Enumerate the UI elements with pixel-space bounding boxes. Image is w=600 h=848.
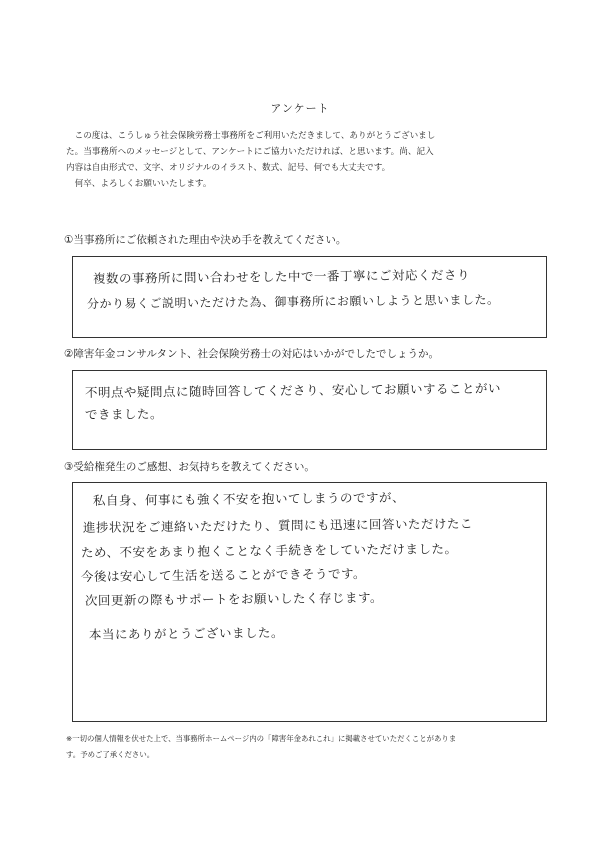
question-2-answer-box xyxy=(72,370,547,450)
page-title: アンケート xyxy=(270,102,330,115)
intro-text xyxy=(66,128,546,192)
handwritten-answer-line: 次回更新の際もサポートをお願いしたく存じます。 xyxy=(84,589,384,608)
question-3-label: ③受給権発生のご感想、お気持ちを教えてください。 xyxy=(64,461,315,473)
intro-line: この度は、こうしゅう社会保険労務士事務所をご利用いただきまして、ありがとうございまし xyxy=(66,131,436,141)
handwritten-answer-line: 分かり易くご説明いただけた為、御事務所にお願いしようと思いました。 xyxy=(86,292,500,311)
handwritten-answer-line: できました。 xyxy=(84,406,164,422)
handwritten-answer-line: 複数の事務所に問い合わせをした中で一番丁寧にご対応くださり xyxy=(92,267,471,286)
handwritten-answer-line: ため、不安をあまり抱くことなく手続きをしていただけました。 xyxy=(80,541,458,560)
handwritten-answer-line: 進捗状況をご連絡いただけたり、質問にも迅速に回答いただけたこ xyxy=(82,515,474,535)
handwritten-answer-line: 今後は安心して生活を送ることができそうです。 xyxy=(80,566,367,584)
intro-line: た。当事務所へのメッセージとして、アンケートにご協力いただければ、と思います。尚、記入 xyxy=(66,147,434,157)
question-2-label: ②障害年金コンサルタント、社会保険労務士の対応はいかがでしたでしょうか。 xyxy=(64,348,440,360)
footnote xyxy=(66,731,546,763)
question-1-label: ①当事務所にご依頼された理由や決め手を教えてください。 xyxy=(64,234,347,246)
intro-line: 何卒、よろしくお願いいたします。 xyxy=(66,179,212,189)
handwritten-answer-line: 不明点や疑問点に随時回答してくださり、安心してお願いすることがい xyxy=(84,380,502,400)
footnote-line: す。予めご了承ください。 xyxy=(66,750,155,759)
handwritten-answer-line: 私自身、何事にも強く不安を抱いてしまうのですが、 xyxy=(92,489,406,508)
question-3-answer-box xyxy=(72,482,547,722)
question-1-answer-box xyxy=(72,256,547,338)
handwritten-answer-line: 本当にありがとうございました。 xyxy=(88,624,285,642)
intro-line: 内容は自由形式で、文字、オリジナルのイラスト、数式、記号、何でも大丈夫です。 xyxy=(66,163,391,173)
footnote-line: ※一切の個人情報を伏せた上で、当事務所ホームページ内の「障害年金あれこれ」に掲載させていただくことがありま xyxy=(66,734,457,743)
